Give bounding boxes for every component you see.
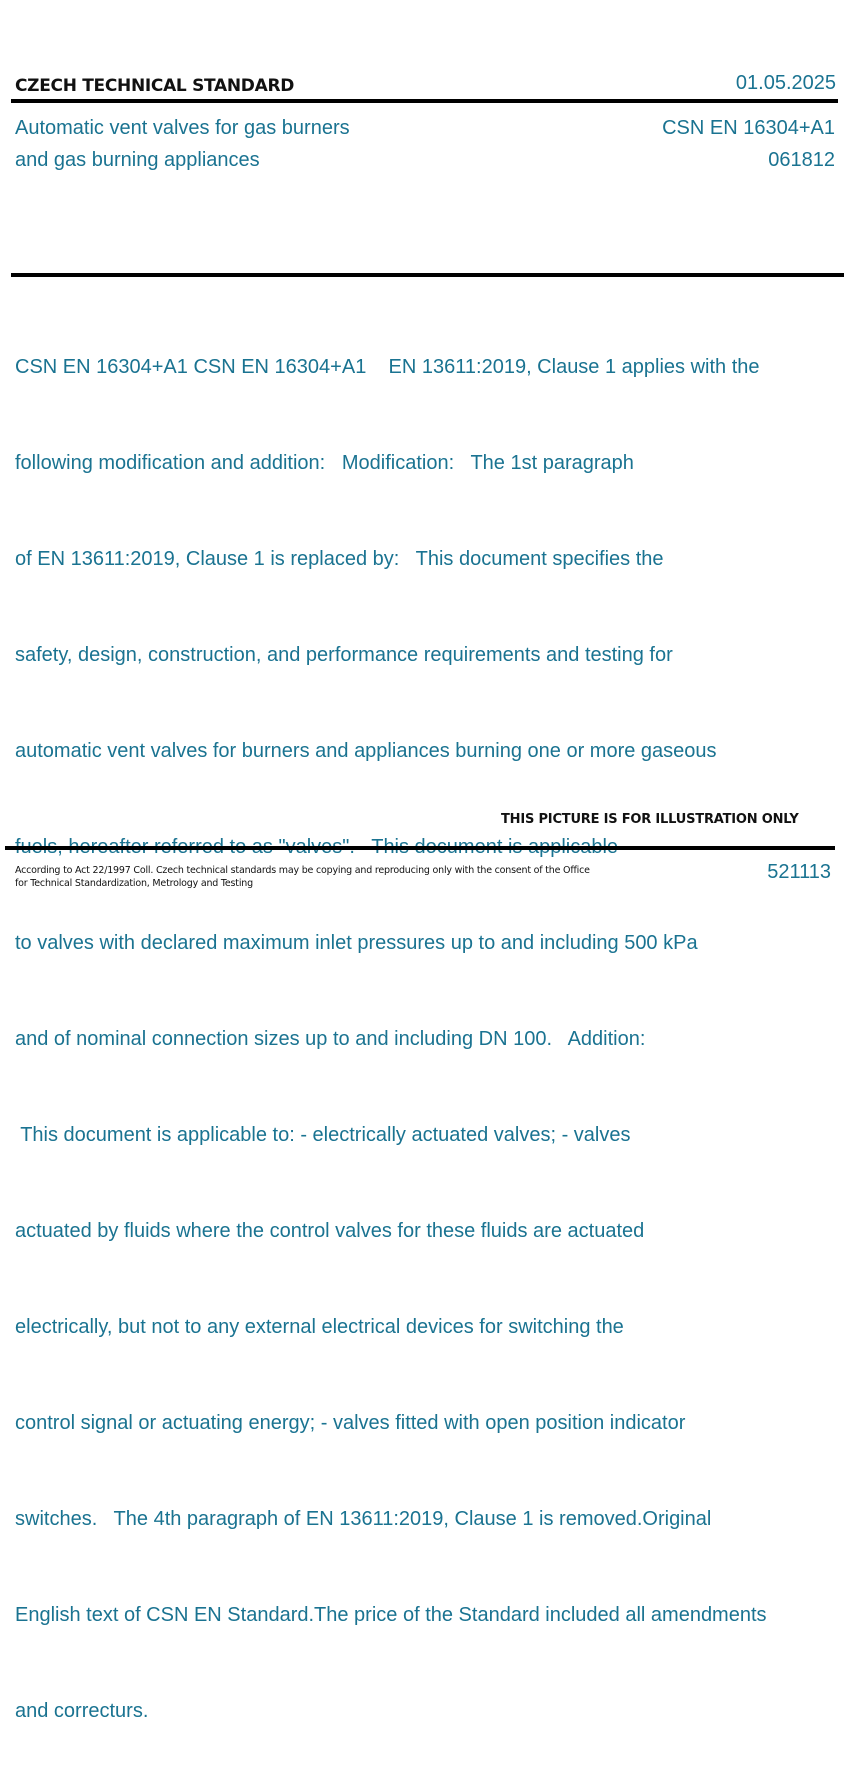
standard-title-line-1: Automatic vent valves for gas burners — [15, 117, 350, 139]
abstract-line: of EN 13611:2019, Clause 1 is replaced by: This document specifies the — [15, 548, 664, 570]
abstract-line: and correcturs. — [15, 1700, 149, 1722]
abstract-line: actuated by fluids where the control valves for these fluids are actuated — [15, 1220, 645, 1242]
copyright-notice — [15, 864, 615, 890]
standard-title-line-2: and gas burning appliances — [15, 149, 260, 171]
abstract-line: electrically, but not to any external electrical devices for switching the — [15, 1316, 624, 1338]
abstract-line: safety, design, construction, and performance requirements and testing for — [15, 644, 673, 666]
copyright-notice-line-2: for Technical Standardization, Metrology and Testing — [15, 878, 253, 889]
top-divider — [11, 99, 838, 103]
abstract-line: following modification and addition: Modification: The 1st paragraph — [15, 452, 634, 474]
abstract-line: English text of CSN EN Standard.The price of the Standard included all amendments — [15, 1604, 767, 1626]
document-type-label: CZECH TECHNICAL STANDARD — [15, 76, 295, 96]
copyright-notice-line-1: According to Act 22/1997 Coll. Czech technical standards may be copying and reproducing only with the consent of the Office — [15, 865, 590, 876]
standard-code: CSN EN 16304+A1 — [662, 117, 835, 139]
standard-abstract — [15, 287, 850, 1791]
illustration-disclaimer: THIS PICTURE IS FOR ILLUSTRATION ONLY — [501, 812, 799, 827]
abstract-line: CSN EN 16304+A1 CSN EN 16304+A1 EN 13611:2019, Clause 1 applies with the — [15, 356, 760, 378]
abstract-line: and of nominal connection sizes up to and including DN 100. Addition: — [15, 1028, 646, 1050]
abstract-line: switches. The 4th paragraph of EN 13611:2019, Clause 1 is removed.Original — [15, 1508, 712, 1530]
footer-code: 521113 — [767, 861, 831, 883]
abstract-line: to valves with declared maximum inlet pressures up to and including 500 kPa — [15, 932, 698, 954]
bottom-divider — [5, 846, 835, 850]
abstract-line: automatic vent valves for burners and appliances burning one or more gaseous — [15, 740, 717, 762]
middle-divider — [11, 273, 844, 277]
abstract-line: control signal or actuating energy; - valves fitted with open position indicator — [15, 1412, 686, 1434]
class-number: 061812 — [768, 149, 835, 171]
abstract-line: This document is applicable to: - electrically actuated valves; - valves — [15, 1124, 631, 1146]
publication-date: 01.05.2025 — [735, 72, 836, 94]
